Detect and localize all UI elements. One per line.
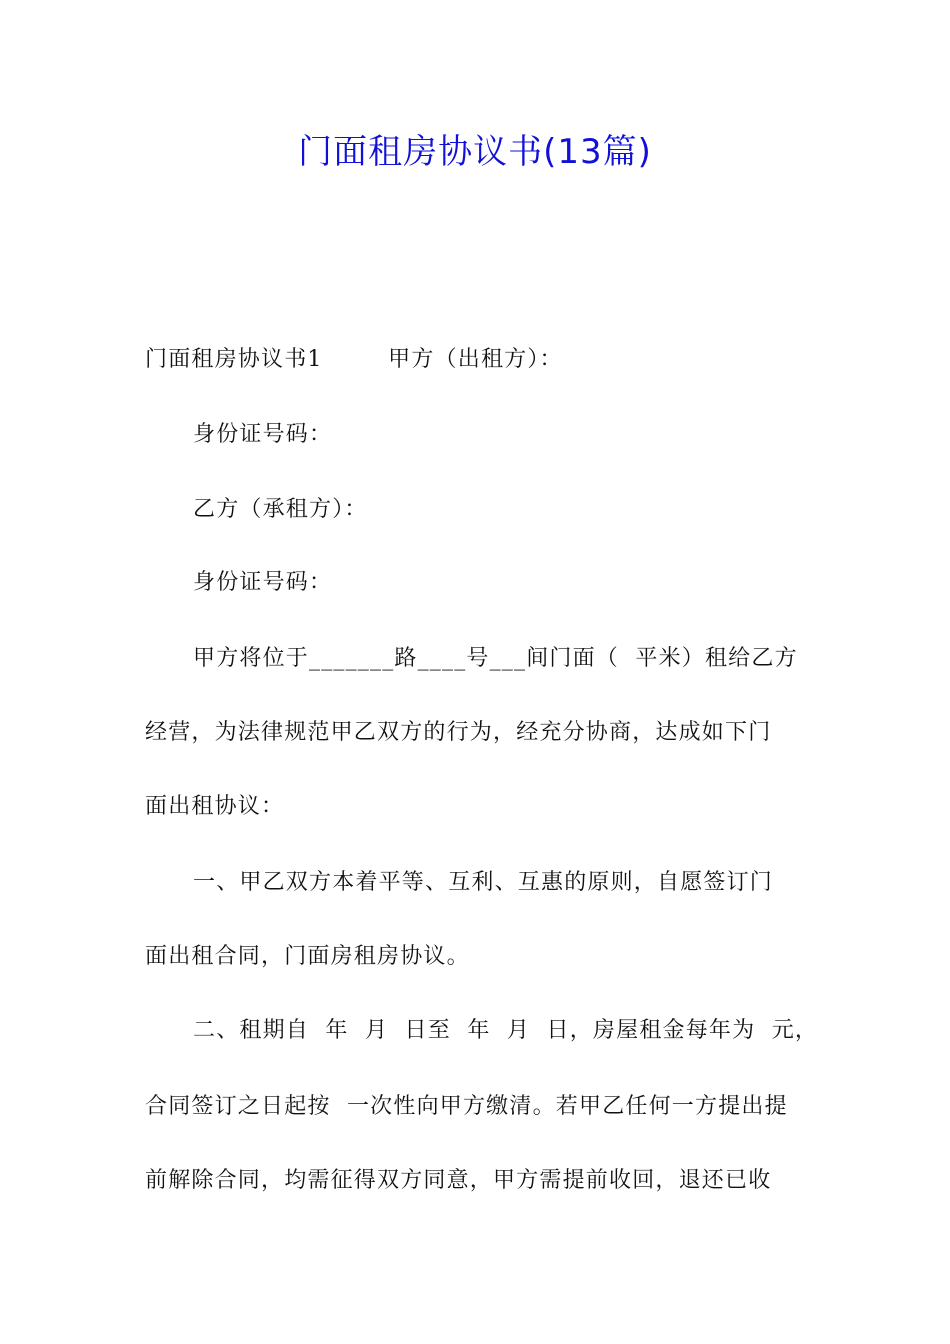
body-line: 面出租合同，门面房租房协议。 xyxy=(145,944,470,969)
body-line: 一、甲乙双方本着平等、互利、互惠的原则，自愿签订门 xyxy=(193,870,774,895)
body-line: 二、租期自 年 月 日至 年 月 日，房屋租金每年为 元， xyxy=(193,1018,819,1043)
body-line: 甲方将位于_______路____号___间门面（ 平米）租给乙方 xyxy=(193,646,798,671)
body-line: 乙方（承租方）： xyxy=(193,497,368,522)
body-line: 身份证号码： xyxy=(193,422,333,447)
body-line: 前解除合同，均需征得双方同意，甲方需提前收回，退还已收 xyxy=(145,1168,772,1193)
body-line: 经营，为法律规范甲乙双方的行为，经充分协商，达成如下门 xyxy=(145,720,772,745)
body-line: 面出租协议： xyxy=(145,794,285,819)
body-line: 身份证号码： xyxy=(193,570,333,595)
body-line: 合同签订之日起按 一次性向甲方缴清。若甲乙任何一方提出提 xyxy=(145,1094,788,1119)
document-title: 门面租房协议书(13篇) xyxy=(298,132,652,172)
body-line: 门面租房协议书1 甲方（出租方）： xyxy=(145,347,563,372)
